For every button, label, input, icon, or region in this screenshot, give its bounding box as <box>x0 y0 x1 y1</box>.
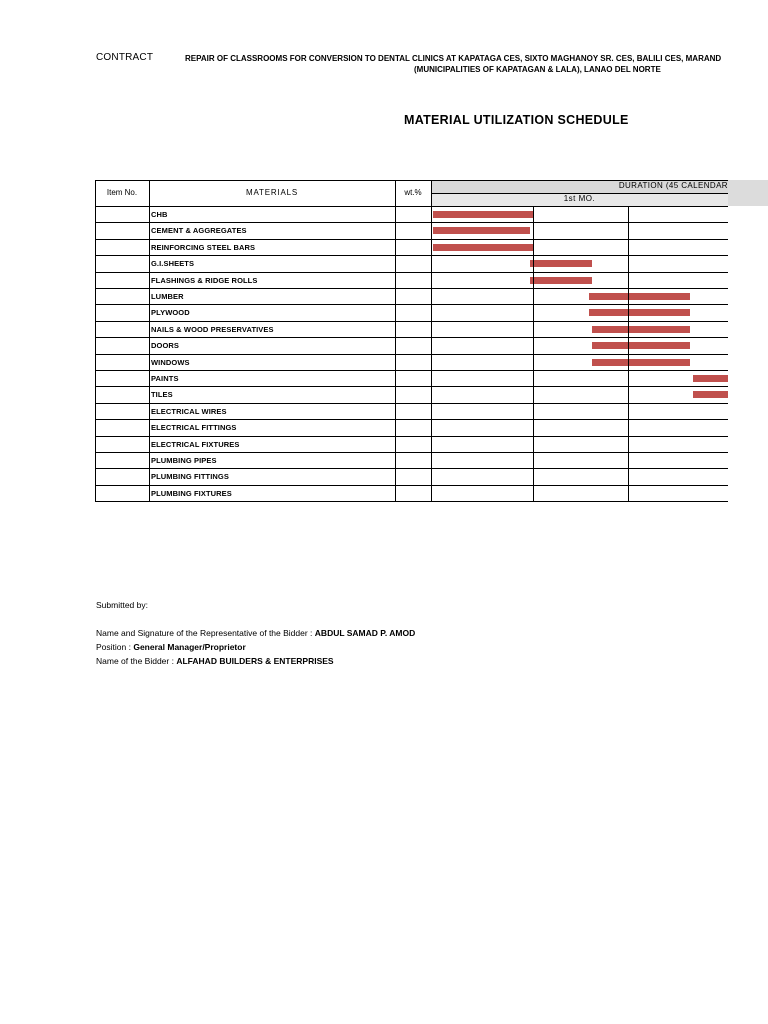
schedule-bar <box>530 277 592 284</box>
column-divider <box>149 180 150 501</box>
row-divider <box>95 436 728 437</box>
schedule-bar <box>592 326 689 333</box>
project-title-line2: (MUNICIPALITIES OF KAPATAGAN & LALA), LANAO DEL NORTE <box>414 65 661 74</box>
bidder-line <box>96 656 334 666</box>
material-name: TILES <box>151 390 173 400</box>
material-name: PLYWOOD <box>151 308 190 318</box>
schedule-bar <box>433 211 533 218</box>
schedule-bar <box>589 293 689 300</box>
schedule-bar <box>530 260 592 267</box>
row-divider <box>95 222 728 223</box>
material-name: ELECTRICAL FITTINGS <box>151 423 237 433</box>
row-divider <box>95 239 728 240</box>
material-name: PLUMBING FIXTURES <box>151 488 232 498</box>
material-name: ELECTRICAL FIXTURES <box>151 439 240 449</box>
schedule-bar <box>592 359 689 366</box>
schedule-bar <box>693 375 728 382</box>
column-divider <box>395 180 396 501</box>
representative-label: Name and Signature of the Representative of the Bidder : <box>96 628 313 638</box>
row-divider <box>95 501 728 502</box>
duration-header: DURATION (45 CALENDAR <box>618 181 728 190</box>
row-divider <box>95 386 728 387</box>
row-divider <box>95 321 728 322</box>
schedule-bar <box>589 309 689 316</box>
position-line <box>96 642 246 652</box>
representative-name: ABDUL SAMAD P. AMOD <box>314 628 416 638</box>
representative-line <box>96 628 415 638</box>
material-name: CEMENT & AGGREGATES <box>151 226 247 236</box>
material-name: WINDOWS <box>151 357 190 367</box>
material-name: NAILS & WOOD PRESERVATIVES <box>151 324 274 334</box>
project-title-line1: REPAIR OF CLASSROOMS FOR CONVERSION TO DENTAL CLINICS AT KAPATAGA CES, SIXTO MAGHANOY SR. CES, BALILI CES, MARAND <box>185 54 722 63</box>
material-name: REINFORCING STEEL BARS <box>151 242 256 252</box>
material-name: PAINTS <box>151 374 179 383</box>
material-name: PLUMBING PIPES <box>151 456 217 465</box>
position-label: Position : <box>96 642 131 652</box>
column-divider <box>431 180 432 501</box>
row-divider <box>95 403 728 404</box>
header-overflow-band <box>728 180 768 206</box>
row-divider <box>95 304 728 305</box>
column-divider <box>95 180 96 501</box>
position-value: General Manager/Proprietor <box>133 642 246 652</box>
month-header: 1st MO. <box>563 194 596 203</box>
table-border-top <box>95 180 728 181</box>
week-divider <box>533 206 534 501</box>
submitted-by-label: Submitted by: <box>96 600 148 610</box>
material-name: PLUMBING FITTINGS <box>151 472 229 482</box>
schedule-bar <box>433 244 533 251</box>
header-divider <box>95 206 728 207</box>
material-name: G.I.SHEETS <box>151 259 195 269</box>
material-name: DOORS <box>151 341 180 351</box>
row-divider <box>95 354 728 355</box>
schedule-bar <box>433 227 530 234</box>
col-header-item-no: Item No. <box>106 188 138 197</box>
col-header-wt: wt.% <box>404 188 422 197</box>
schedule-bar <box>693 391 728 398</box>
bidder-label: Name of the Bidder : <box>96 656 174 666</box>
row-divider <box>95 452 728 453</box>
row-divider <box>95 255 728 256</box>
row-divider <box>95 468 728 469</box>
schedule-bar <box>592 342 689 349</box>
row-divider <box>95 485 728 486</box>
material-name: ELECTRICAL WIRES <box>151 406 227 416</box>
material-name: CHB <box>151 210 168 219</box>
material-name: LUMBER <box>151 292 184 301</box>
row-divider <box>95 288 728 289</box>
col-header-materials: MATERIALS <box>246 188 298 197</box>
duration-divider <box>431 193 728 194</box>
document-title: MATERIAL UTILIZATION SCHEDULE <box>404 113 629 127</box>
row-divider <box>95 419 728 420</box>
material-name: FLASHINGS & RIDGE ROLLS <box>151 275 258 285</box>
week-divider <box>628 206 629 501</box>
row-divider <box>95 272 728 273</box>
contract-label: CONTRACT <box>96 52 154 63</box>
row-divider <box>95 370 728 371</box>
row-divider <box>95 337 728 338</box>
bidder-name: ALFAHAD BUILDERS & ENTERPRISES <box>176 656 334 666</box>
schedule-table <box>95 180 728 502</box>
